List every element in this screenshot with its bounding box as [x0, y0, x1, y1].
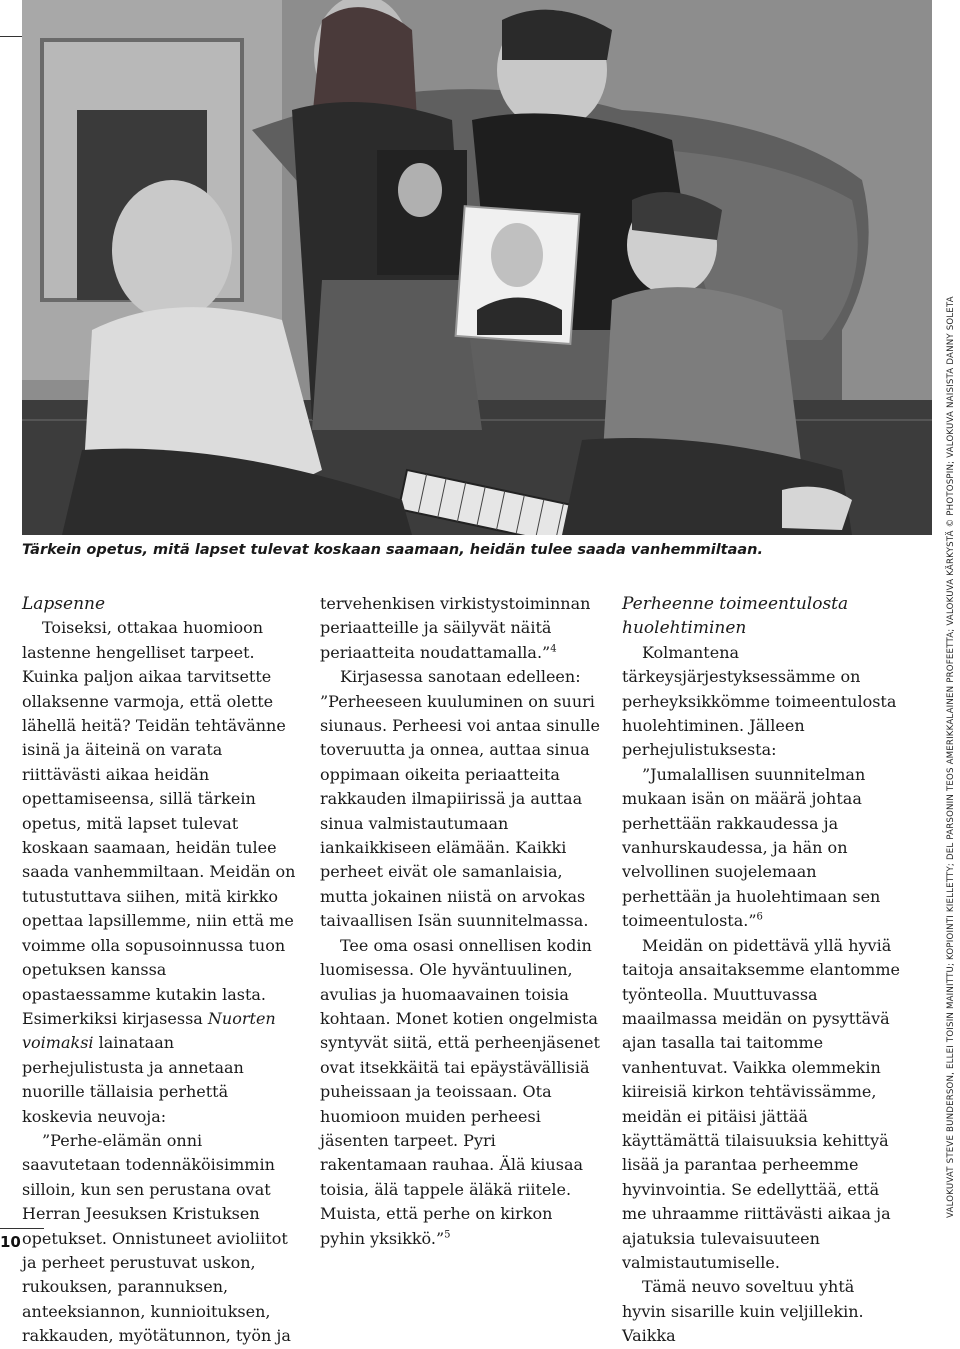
paragraph — [320, 592, 602, 665]
photo-credit: VALOKUVAT STEVE BUNDERSON, ELLEI TOISIN MAINITTU; KOPIOINTI KIELLETTY; DEL PARSONIN TEOS AMERIKKALAINEN PROFEETTA; VALOKUVA KÄRKYSTÄ © PHOTOSPIN; VALOKUVA NAISISTA DANNY SOLETA — [946, 296, 956, 1218]
section-heading-lapsenne: Lapsenne — [22, 594, 106, 614]
paragraph — [320, 934, 602, 1251]
paragraph-text: Tee oma osasi onnellisen kodin luomisessa. Ole hyväntuulinen, avulias ja huomaavainen toisia kohtaan. Monet kotien ongelmista syntyvät siitä, että perheenjäsenet ovat itsekkäitä tai epäystävällisiä puheissaan ja teoissaan. Ota huomioon muiden perheesi jäsenten tarpeet. Pyri rakentamaan rauhaa. Älä kiusaa toisia, älä tappele äläkä riitele. Muista, että perhe on kirkon pyhin yksikkö.” — [320, 935, 600, 1248]
column-1 — [22, 592, 298, 1349]
book-title: Nuorten voimaksi — [22, 1008, 276, 1053]
paragraph: Meidän on pidettävä yllä hyviä taitoja ansaitaksemme elantomme työnteolla. Muuttuvassa maailmassa meidän on pysyttävä ajan tasalla tai taitomme vanhentuvat. Vaikka olemmekin kiireisiä kirkon tehtävissämme, meidän ei pitäisi jättää käyttämättä tilaisuuksia kehittyä lisää ja parantaa perheemme hyvinvointia. Se edellyttää, että me uhraamme riittävästi aikaa ja ajatuksia tulevaisuuteen valmistautumiselle. — [622, 935, 900, 1272]
paragraph-text: tervehenkisen virkistystoiminnan periaatteille ja säilyvät näitä periaatteita noudattamalla.” — [320, 594, 591, 662]
paragraph-text: ”Jumalallisen suunnitelman mukaan isän on määrä johtaa perhettään rakkaudessa ja vanhurskaudessa, ja hän on velvollinen suojelemaan perhettään ja huolehtimaan sen toimeentulosta.” — [622, 764, 881, 931]
footnote-ref: 6 — [756, 911, 763, 923]
paragraph — [22, 616, 298, 1129]
quote-paragraph: Kirjasessa sanotaan edelleen: ”Perheeseen kuuluminen on suuri siunaus. Perheesi voi antaa sinulle toveruutta ja onnea, auttaa sinua oppimaan oikeita periaatteita rakkauden ilmapiirissä ja auttaa sinua valmistautumaan iankaikkiseen elämään. Kaikki perheet eivät ole samanlaisia, mutta jokainen niistä on arvokas taivaallisen Isän suunnitelmassa. — [320, 667, 600, 931]
page-rule — [0, 1228, 44, 1229]
family-photo-icon — [22, 0, 932, 535]
paragraph: Tämä neuvo soveltuu yhtä hyvin sisarille kuin veljillekin. Vaikka — [622, 1277, 864, 1346]
paragraph-text: Toiseksi, ottakaa huomioon lastenne hengelliset tarpeet. Kuinka paljon aikaa tarvitsette ollaksenne varmoja, että olette lähellä heitä? Teidän tehtävänne isinä ja äiteinä on varata riittävästi aikaa heidän opettamiseensa, sillä tärkein opetus, mitä lapset tulevat koskaan saamaan, heidän tulee saada vanhemmiltaan. Meidän on tutustuttava siihen, mitä kirkko opettaa lapsillemme, niin että me voimme olla sopusoinnussa tuon opetuksen kanssa opastaessamme kutakin lasta. Esimerkiksi kirjasessa — [22, 618, 296, 1028]
quote-paragraph — [622, 763, 902, 934]
quote-paragraph: ”Perhe-elämän onni saavutetaan todennäköisimmin silloin, kun sen perustana ovat Herran Jeesuksen Kristuksen opetukset. Onnistuneet avioliitot ja perheet perustuvat uskon, rukouksen, parannuksen, anteeksiannon, kunnioituksen, rakkauden, myötätunnon, työn ja — [22, 1130, 291, 1346]
paragraph: Kolmantena tärkeysjärjestyksessämme on perheyksikkömme toimeentulosta huolehtiminen. Jälleen perhejulistuksesta: — [622, 642, 897, 760]
family-photo — [22, 0, 932, 535]
top-rule — [0, 36, 22, 37]
paragraph-text: lainataan perhejulistusta ja annetaan nuorille tällaisia perhettä koskevia neuvoja: — [22, 1033, 244, 1126]
footnote-ref: 5 — [444, 1229, 451, 1241]
page-number: 10 — [0, 1233, 21, 1251]
column-2 — [320, 592, 602, 1251]
photo-caption: Tärkein opetus, mitä lapset tulevat koskaan saamaan, heidän tulee saada vanhemmiltaan. — [22, 542, 764, 558]
section-heading-toimeentulo: Perheenne toimeentulosta huolehtiminen — [622, 594, 849, 639]
footnote-ref: 4 — [550, 643, 557, 655]
column-3 — [622, 592, 902, 1349]
